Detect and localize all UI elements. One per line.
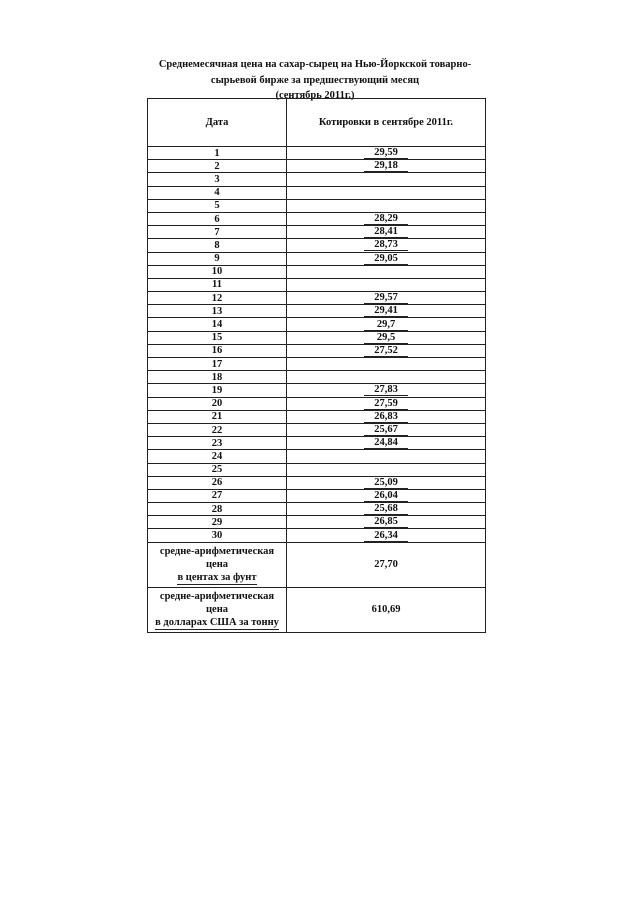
- table-row: [148, 226, 486, 239]
- summary-label: [148, 542, 287, 587]
- table-row: [148, 529, 486, 542]
- quote-value: 26,04: [364, 491, 408, 502]
- summary-value: 27,70: [287, 542, 486, 587]
- quote-cell: [287, 278, 486, 291]
- day-cell: 22: [148, 423, 287, 436]
- day-cell: 17: [148, 358, 287, 371]
- quote-cell: [287, 331, 486, 344]
- day-cell: 24: [148, 450, 287, 463]
- quote-value: 27,59: [364, 399, 408, 410]
- quote-value: 26,83: [364, 412, 408, 423]
- quote-cell: [287, 437, 486, 450]
- quote-value: 29,41: [364, 306, 408, 317]
- table-row: [148, 239, 486, 252]
- quote-value: 26,34: [364, 531, 408, 542]
- table-row: [148, 278, 486, 291]
- quote-cell: [287, 239, 486, 252]
- table-row: [148, 463, 486, 476]
- table-body: [148, 147, 486, 633]
- quote-cell: [287, 503, 486, 516]
- table-row: [148, 437, 486, 450]
- day-cell: 19: [148, 384, 287, 397]
- quote-cell: [287, 358, 486, 371]
- quote-value: 29,18: [364, 161, 408, 172]
- summary-row: [148, 542, 486, 587]
- day-cell: 7: [148, 226, 287, 239]
- quote-cell: [287, 516, 486, 529]
- quote-cell: [287, 265, 486, 278]
- day-cell: 8: [148, 239, 287, 252]
- quote-cell: [287, 160, 486, 173]
- day-cell: 11: [148, 278, 287, 291]
- day-cell: 18: [148, 371, 287, 384]
- quote-value: 25,09: [364, 478, 408, 489]
- table-row: [148, 397, 486, 410]
- header-date: Дата: [148, 99, 287, 147]
- day-cell: 20: [148, 397, 287, 410]
- quote-cell: [287, 450, 486, 463]
- table-row: [148, 186, 486, 199]
- document-title: [140, 57, 490, 104]
- title-line-1: Среднемесячная цена на сахар-сырец на Нью-Йоркской товарно-: [158, 59, 472, 70]
- summary-value: 610,69: [287, 587, 486, 632]
- header-quotes: Котировки в сентябре 2011г.: [287, 99, 486, 147]
- table-header-row: [148, 99, 486, 147]
- quote-cell: [287, 463, 486, 476]
- table-row: [148, 410, 486, 423]
- title-line-3: (сентябрь 2011г.): [275, 90, 355, 101]
- table-row: [148, 358, 486, 371]
- table-row: [148, 489, 486, 502]
- quote-value: 29,5: [364, 333, 408, 344]
- quote-cell: [287, 384, 486, 397]
- table-row: [148, 212, 486, 225]
- day-cell: 27: [148, 489, 287, 502]
- summary-label-line-1: средне-арифметическая цена: [159, 545, 275, 570]
- quote-cell: [287, 344, 486, 357]
- summary-label-line-1: средне-арифметическая цена: [159, 590, 275, 615]
- quote-cell: [287, 147, 486, 160]
- day-cell: 9: [148, 252, 287, 265]
- quote-value: 28,29: [364, 214, 408, 225]
- quote-cell: [287, 292, 486, 305]
- day-cell: 29: [148, 516, 287, 529]
- quote-cell: [287, 305, 486, 318]
- quote-cell: [287, 318, 486, 331]
- day-cell: 13: [148, 305, 287, 318]
- table-row: [148, 160, 486, 173]
- day-cell: 6: [148, 212, 287, 225]
- quote-value: 28,41: [364, 227, 408, 238]
- table-row: [148, 147, 486, 160]
- table-row: [148, 476, 486, 489]
- day-cell: 21: [148, 410, 287, 423]
- quote-value: 28,73: [364, 240, 408, 251]
- quote-cell: [287, 371, 486, 384]
- day-cell: 3: [148, 173, 287, 186]
- table-row: [148, 371, 486, 384]
- table-row: [148, 423, 486, 436]
- table-row: [148, 305, 486, 318]
- day-cell: 14: [148, 318, 287, 331]
- quote-cell: [287, 529, 486, 542]
- day-cell: 23: [148, 437, 287, 450]
- quote-cell: [287, 489, 486, 502]
- day-cell: 5: [148, 199, 287, 212]
- day-cell: 2: [148, 160, 287, 173]
- day-cell: 28: [148, 503, 287, 516]
- table-row: [148, 265, 486, 278]
- quote-value: 29,05: [364, 254, 408, 265]
- table-row: [148, 384, 486, 397]
- day-cell: 12: [148, 292, 287, 305]
- summary-row: [148, 587, 486, 632]
- quote-cell: [287, 397, 486, 410]
- summary-label-line-2: в долларах США за тонну: [155, 616, 279, 628]
- table-row: [148, 331, 486, 344]
- day-cell: 30: [148, 529, 287, 542]
- table-row: [148, 173, 486, 186]
- table-row: [148, 252, 486, 265]
- quote-cell: [287, 173, 486, 186]
- day-cell: 25: [148, 463, 287, 476]
- quote-value: 25,67: [364, 425, 408, 436]
- table-row: [148, 344, 486, 357]
- quote-value: 29,7: [364, 320, 408, 331]
- table-row: [148, 318, 486, 331]
- quote-cell: [287, 186, 486, 199]
- summary-label: [148, 587, 287, 632]
- quote-value: 24,84: [364, 438, 408, 449]
- quote-cell: [287, 252, 486, 265]
- table-row: [148, 516, 486, 529]
- day-cell: 26: [148, 476, 287, 489]
- table-row: [148, 292, 486, 305]
- quote-value: 26,85: [364, 517, 408, 528]
- quote-value: 29,57: [364, 293, 408, 304]
- quote-cell: [287, 423, 486, 436]
- day-cell: 16: [148, 344, 287, 357]
- quote-cell: [287, 476, 486, 489]
- quote-cell: [287, 212, 486, 225]
- quotes-table: [147, 98, 486, 633]
- title-line-2: сырьевой бирже за предшествующий месяц: [210, 74, 420, 86]
- quote-cell: [287, 199, 486, 212]
- quote-value: 29,59: [364, 148, 408, 159]
- quote-value: 25,68: [364, 504, 408, 515]
- day-cell: 10: [148, 265, 287, 278]
- quote-cell: [287, 226, 486, 239]
- table-row: [148, 503, 486, 516]
- day-cell: 1: [148, 147, 287, 160]
- table-row: [148, 199, 486, 212]
- quote-cell: [287, 410, 486, 423]
- day-cell: 4: [148, 186, 287, 199]
- table-row: [148, 450, 486, 463]
- quote-value: 27,83: [364, 385, 408, 396]
- summary-label-line-2: в центах за фунт: [177, 571, 257, 583]
- day-cell: 15: [148, 331, 287, 344]
- quote-value: 27,52: [364, 346, 408, 357]
